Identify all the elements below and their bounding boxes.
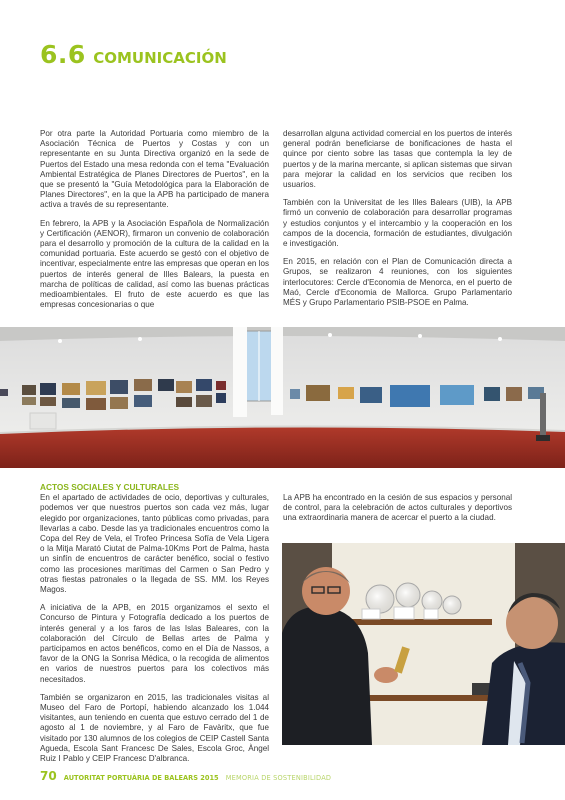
subsection-heading: ACTOS SOCIALES Y CULTURALES — [40, 482, 180, 492]
paragraph: Por otra parte la Autoridad Portuaria como miembro de la Asociación Técnica de Puertos y Costas y con un representante en su Junta Directiva organizó en la sede de Puertos del Estado una mesa redonda con el tema "Evaluación Ambiental Estratégica de Planes Directores de Puertos", en la que se presentó la "Guía Metodológica para la Elaboración de Planes Directores", en la que la APB ha participado de manera activa a través de su representante. — [40, 129, 269, 210]
museum-visit-illustration — [282, 543, 565, 745]
text-column-left-top — [40, 129, 269, 318]
footer-organization: AUTORITAT PORTUÀRIA DE BALEARS 2015 — [63, 774, 219, 782]
section-heading — [40, 40, 227, 70]
paragraph: También con la Universitat de les Illes Balears (UIB), la APB firmó un convenio de colaboración para desarrollar programas y estudios conjuntos y el intercambio y la cooperación en los campos de la docencia, formación de estudiantes, divulgación e investigación. — [283, 198, 512, 249]
paragraph: También se organizaron en 2015, las tradicionales visitas al Museo del Faro de Portopí, habiendo alcanzado los 1.044 visitantes, aun teniendo en cuenta que estuvo cerrado del 1 de agosto al 1 de noviembre, y al Faro de Favàritx, que fue visitado por 130 alumnos de los colegios de CEIP Castell Santa Agueda, Escola Sant Francesc De Sales, Escola Groc, Àngel Ruiz I Pablo y CEIP Francesc D'albranca. — [40, 692, 269, 764]
text-column-right-top — [283, 129, 512, 316]
page-footer — [40, 765, 331, 784]
paragraph: En 2015, en relación con el Plan de Comunicación directa a Grupos, se realizaron 4 reuniones, con los siguientes interlocutores: Cercle d'Economia de Menorca, en el puerto de Maó, Cercle d'Economia de Mallorca. Grupo Parlamentario MÉS y Grupo Parlamentario PSIB-PSOE en Palma. — [283, 257, 512, 308]
section-title: COMUNICACIÓN — [93, 49, 227, 67]
paragraph: En el apartado de actividades de ocio, deportivas y culturales, podemos ver que nuestros puertos son cada vez más, lugar elegido por organizaciones, tanto públicas como privadas, para llevarlas a cabo. Desde las ya tradicionales encuentros como la Copa del Rey de Vela, el Trofeo Princesa Sofía de Vela Ligera o la Mitja Marató Ciutat de Palma-10Kms Port de Palma, hasta un sinfín de encuentros de carácter benéfico, social o festivo como las procesiones marítimas del Carmen o San Pedro y otras fiestas patronales o la llegada de SS. MM. los Reyes Magos. — [40, 493, 269, 595]
gallery-illustration — [0, 327, 565, 468]
page-number: 70 — [40, 769, 57, 783]
paragraph: En febrero, la APB y la Asociación Española de Normalización y Certificación (AENOR), firmaron un convenio de colaboración para el desarrollo y promoción de la cultura de la calidad en la comunidad portuaria. Este acuerdo se gestó con el objetivo de incentivar, especialmente entre las empresas que operan en los puertos de interés general de Illes Balears, la puesta en marcha de políticas de calidad, así como las buenas prácticas medioambientales. El fruto de este acuerdo es que las empresas concesionarias o que — [40, 218, 270, 310]
text-column-right-bottom — [283, 493, 512, 532]
paragraph: desarrollan alguna actividad comercial en los puertos de interés general podrán beneficiarse de bonificaciones de hasta el quince por ciento sobre las tasas que contempla la ley de puertos y de la marina mercante, si aplican sistemas que sirvan para mejorar la calidad en los servicios que reciben los usuarios. — [283, 129, 512, 190]
section-number: 6.6 — [40, 40, 86, 69]
text-column-left-bottom — [40, 482, 269, 772]
footer-report-title: MEMORIA DE SOSTENIBILIDAD — [225, 774, 332, 782]
paragraph: La APB ha encontrado en la cesión de sus espacios y personal de control, para la celebración de actos culturales y deportivos una extraordinaria manera de acercar el puerto a la ciudad. — [283, 493, 512, 523]
paragraph: A iniciativa de la APB, en 2015 organizamos el sexto el Concurso de Pintura y Fotografía dedicado a los puertos de interés general y a los faros de las Islas Baleares, con la colaboración del Círculo de Bellas artes de Palma y participamos en actos benéficos, como en el Día de Nassos, a favor de la ONG la Sonrisa Médica, o la recogida de alimentos en varios de nuestros puertos para los colectivos más necesitados. — [40, 603, 269, 684]
lighthouse-museum-photo — [282, 543, 565, 745]
panoramic-gallery-photo — [0, 327, 565, 468]
